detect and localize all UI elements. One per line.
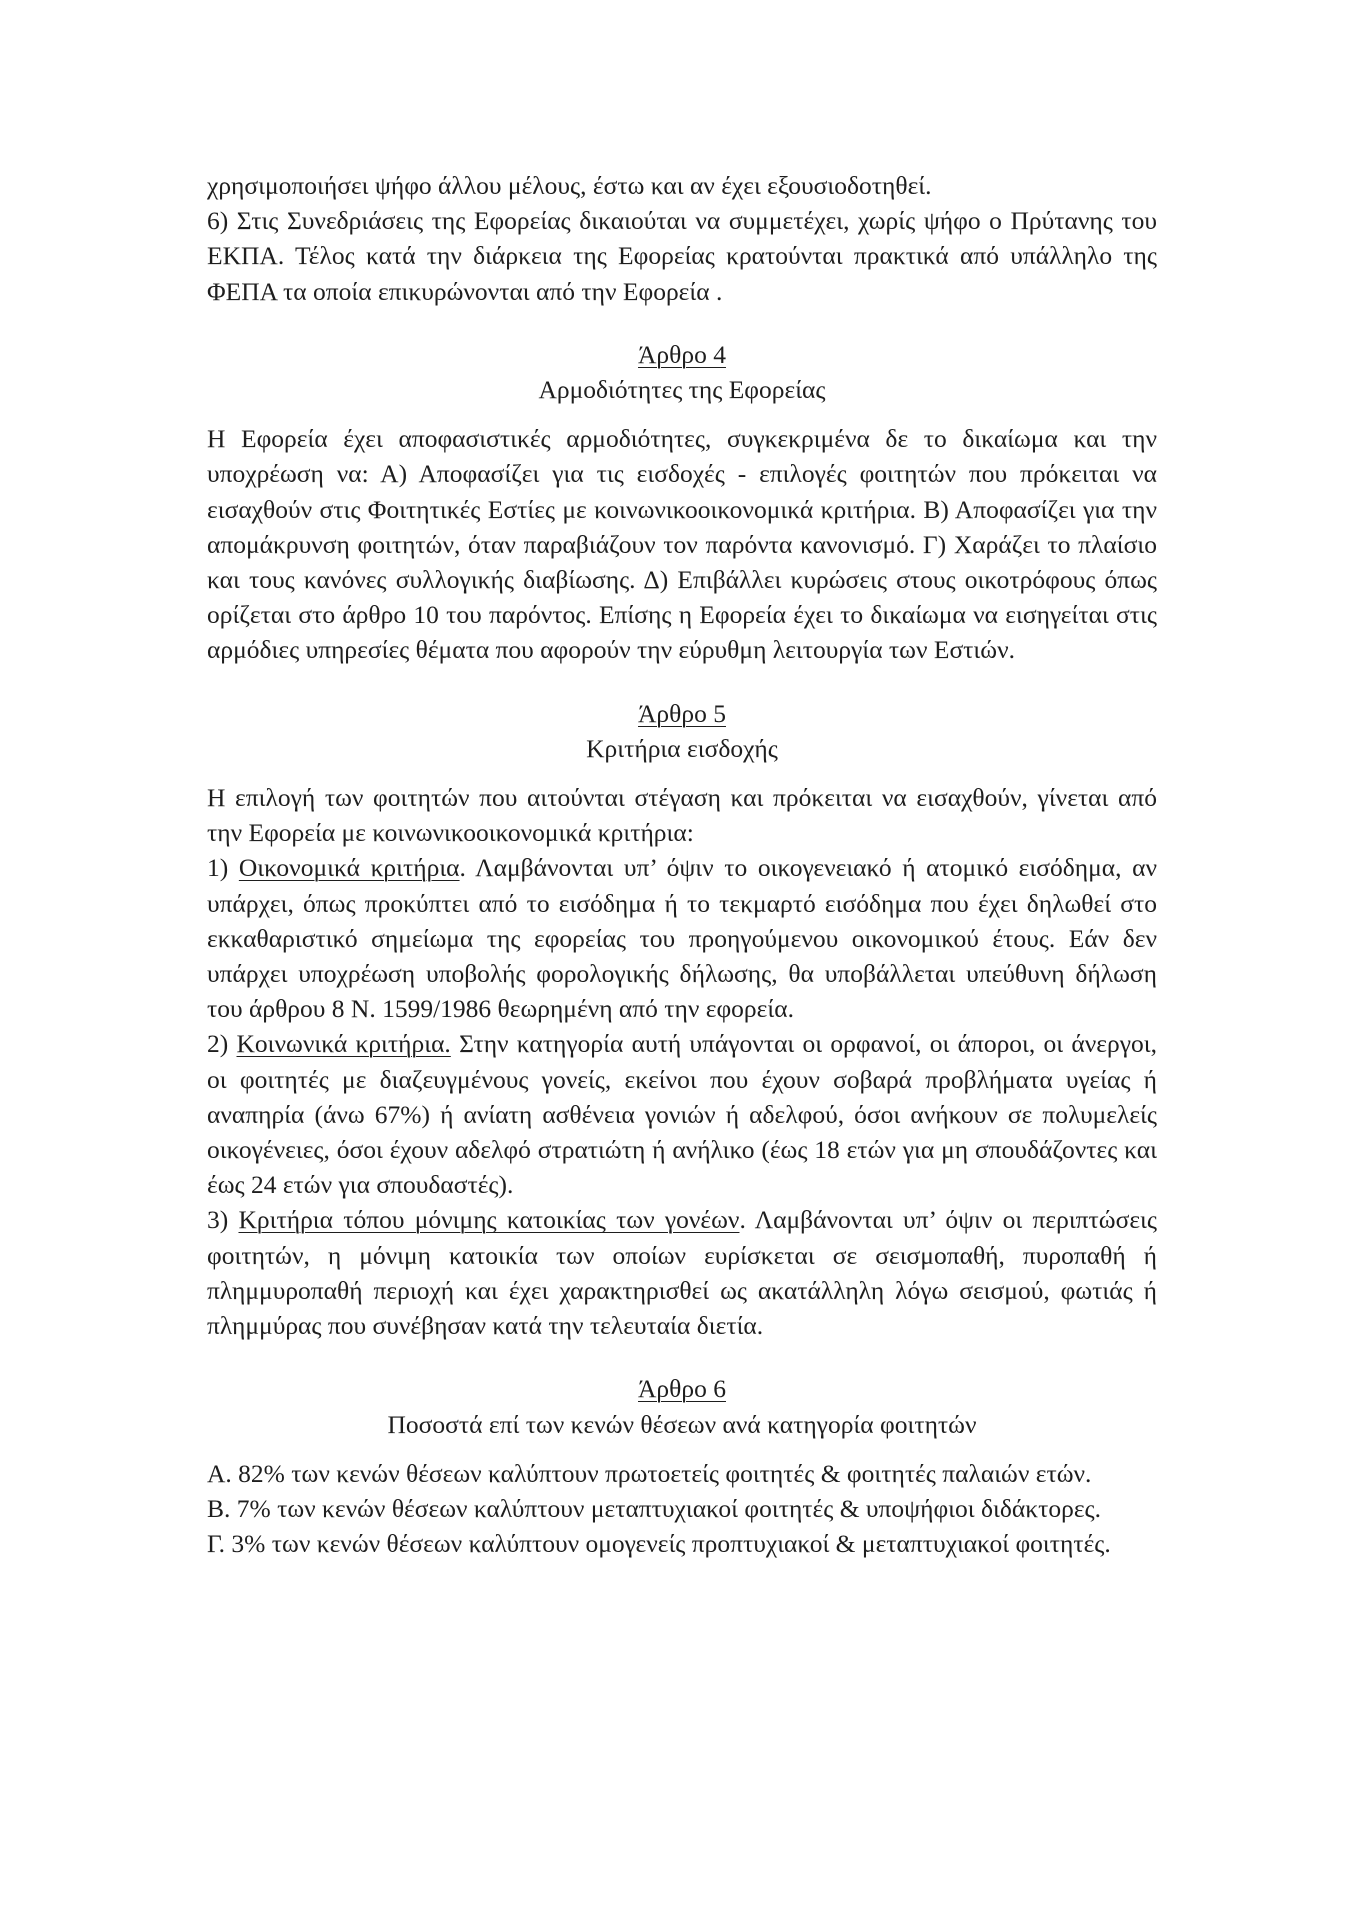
quota-item-b: Β. 7% των κενών θέσεων καλύπτουν μεταπτυχιακοί φοιτητές & υποψήφιοι διδάκτορες.	[207, 1493, 1102, 1523]
article-5-number: Άρθρο 5	[638, 698, 726, 728]
article-4-number: Άρθρο 4	[638, 339, 726, 369]
article-4-body: Η Εφορεία έχει αποφασιστικές αρμοδιότητες, συγκεκριμένα δε το δικαίωμα και την υποχρέωση να: Α) Αποφασίζει για τις εισδοχές - επιλογές φοιτητών που πρόκειται να εισαχθούν στις Φοιτητικές Εστίες με κοινωνικοοικονομικά κριτήρια. Β) Αποφασίζει για την απομάκρυνση φοιτητών, όταν παραβιάζουν τον παρόντα κανονισμό. Γ) Χαράζει το πλαίσιο και τους κανόνες συλλογικής διαβίωσης. Δ) Επιβάλλει κυρώσεις στους οικοτρόφους όπως ορίζεται στο άρθρο 10 του παρόντος. Επίσης η Εφορεία έχει το δικαίωμα να εισηγείται στις αρμόδιες υπηρεσίες θέματα που αφορούν την εύρυθμη λειτουργία των Εστιών.	[207, 424, 1157, 665]
document-page	[207, 168, 1157, 1561]
article-6-number: Άρθρο 6	[638, 1374, 726, 1404]
paragraph-continuation: χρησιμοποιήσει ψήφο άλλου μέλους, έστω και αν έχει εξουσιοδοτηθεί.	[207, 171, 932, 200]
quota-item-c: Γ. 3% των κενών θέσεων καλύπτουν ομογενείς προπτυχιακοί & μεταπτυχιακοί φοιτητές.	[207, 1529, 1111, 1559]
criteria-item-2: 2) Κοινωνικά κριτήρια. Στην κατηγορία αυτή υπάγονται οι ορφανοί, οι άποροι, οι άνεργοι, οι φοιτητές με διαζευγμένους γονείς, εκείνοι που έχουν σοβαρά προβλήματα υγείας ή αναπηρία (άνω 67%) ή ανίατη ασθένεια γονιών ή αδελφού, όσοι ανήκουν σε πολυμελείς οικογένειες, όσοι έχουν αδελφό στρατιώτη ή ανήλικο (έως 18 ετών για μη σπουδάζοντες και έως 24 ετών για σπουδαστές).	[207, 1029, 1157, 1200]
quota-item-a: Α. 82% των κενών θέσεων καλύπτουν πρωτοετείς φοιτητές & φοιτητές παλαιών ετών.	[207, 1458, 1092, 1488]
criteria-item-1: 1) Οικονομικά κριτήρια. Λαμβάνονται υπ’ όψιν το οικογενειακό ή ατομικό εισόδημα, αν υπάρχει, όπως προκύπτει από το εισόδημα ή το τεκμαρτό εισόδημα που έχει δηλωθεί στο εκκαθαριστικό σημείωμα της εφορείας του προηγούμενου οικονομικού έτους. Εάν δεν υπάρχει υποχρέωση υποβολής φορολογικής δήλωσης, θα υποβάλλεται υπεύθυνη δήλωση του άρθρου 8 Ν. 1599/1986 θεωρημένη από την εφορεία.	[207, 853, 1157, 1024]
paragraph-item-6: 6) Στις Συνεδριάσεις της Εφορείας δικαιούται να συμμετέχει, χωρίς ψήφο ο Πρύτανης του ΕΚΠΑ. Τέλος κατά την διάρκεια της Εφορείας κρατούνται πρακτικά από υπάλληλο της ΦΕΠΑ τα οποία επικυρώνονται από την Εφορεία .	[207, 206, 1157, 306]
article-5-title: Κριτήρια εισδοχής	[586, 733, 778, 763]
article-6-title: Ποσοστά επί των κενών θέσεων ανά κατηγορία φοιτητών	[387, 1409, 977, 1439]
criteria-item-3: 3) Κριτήρια τόπου μόνιμης κατοικίας των γονέων. Λαμβάνονται υπ’ όψιν οι περιπτώσεις φοιτητών, η μόνιμη κατοικία των οποίων ευρίσκεται σε σεισμοπαθή, πυροπαθή ή πλημμυροπαθή περιοχή και έχει χαρακτηρισθεί ως ακατάλληλη λόγω σεισμού, φωτιάς ή πλημμύρας που συνέβησαν κατά την τελευταία διετία.	[207, 1205, 1158, 1341]
article-4-title: Αρμοδιότητες της Εφορείας	[538, 375, 826, 405]
article-5-intro: Η επιλογή των φοιτητών που αιτούνται στέγαση και πρόκειται να εισαχθούν, γίνεται από την Εφορεία με κοινωνικοοικονομικά κριτήρια:	[207, 783, 1157, 848]
